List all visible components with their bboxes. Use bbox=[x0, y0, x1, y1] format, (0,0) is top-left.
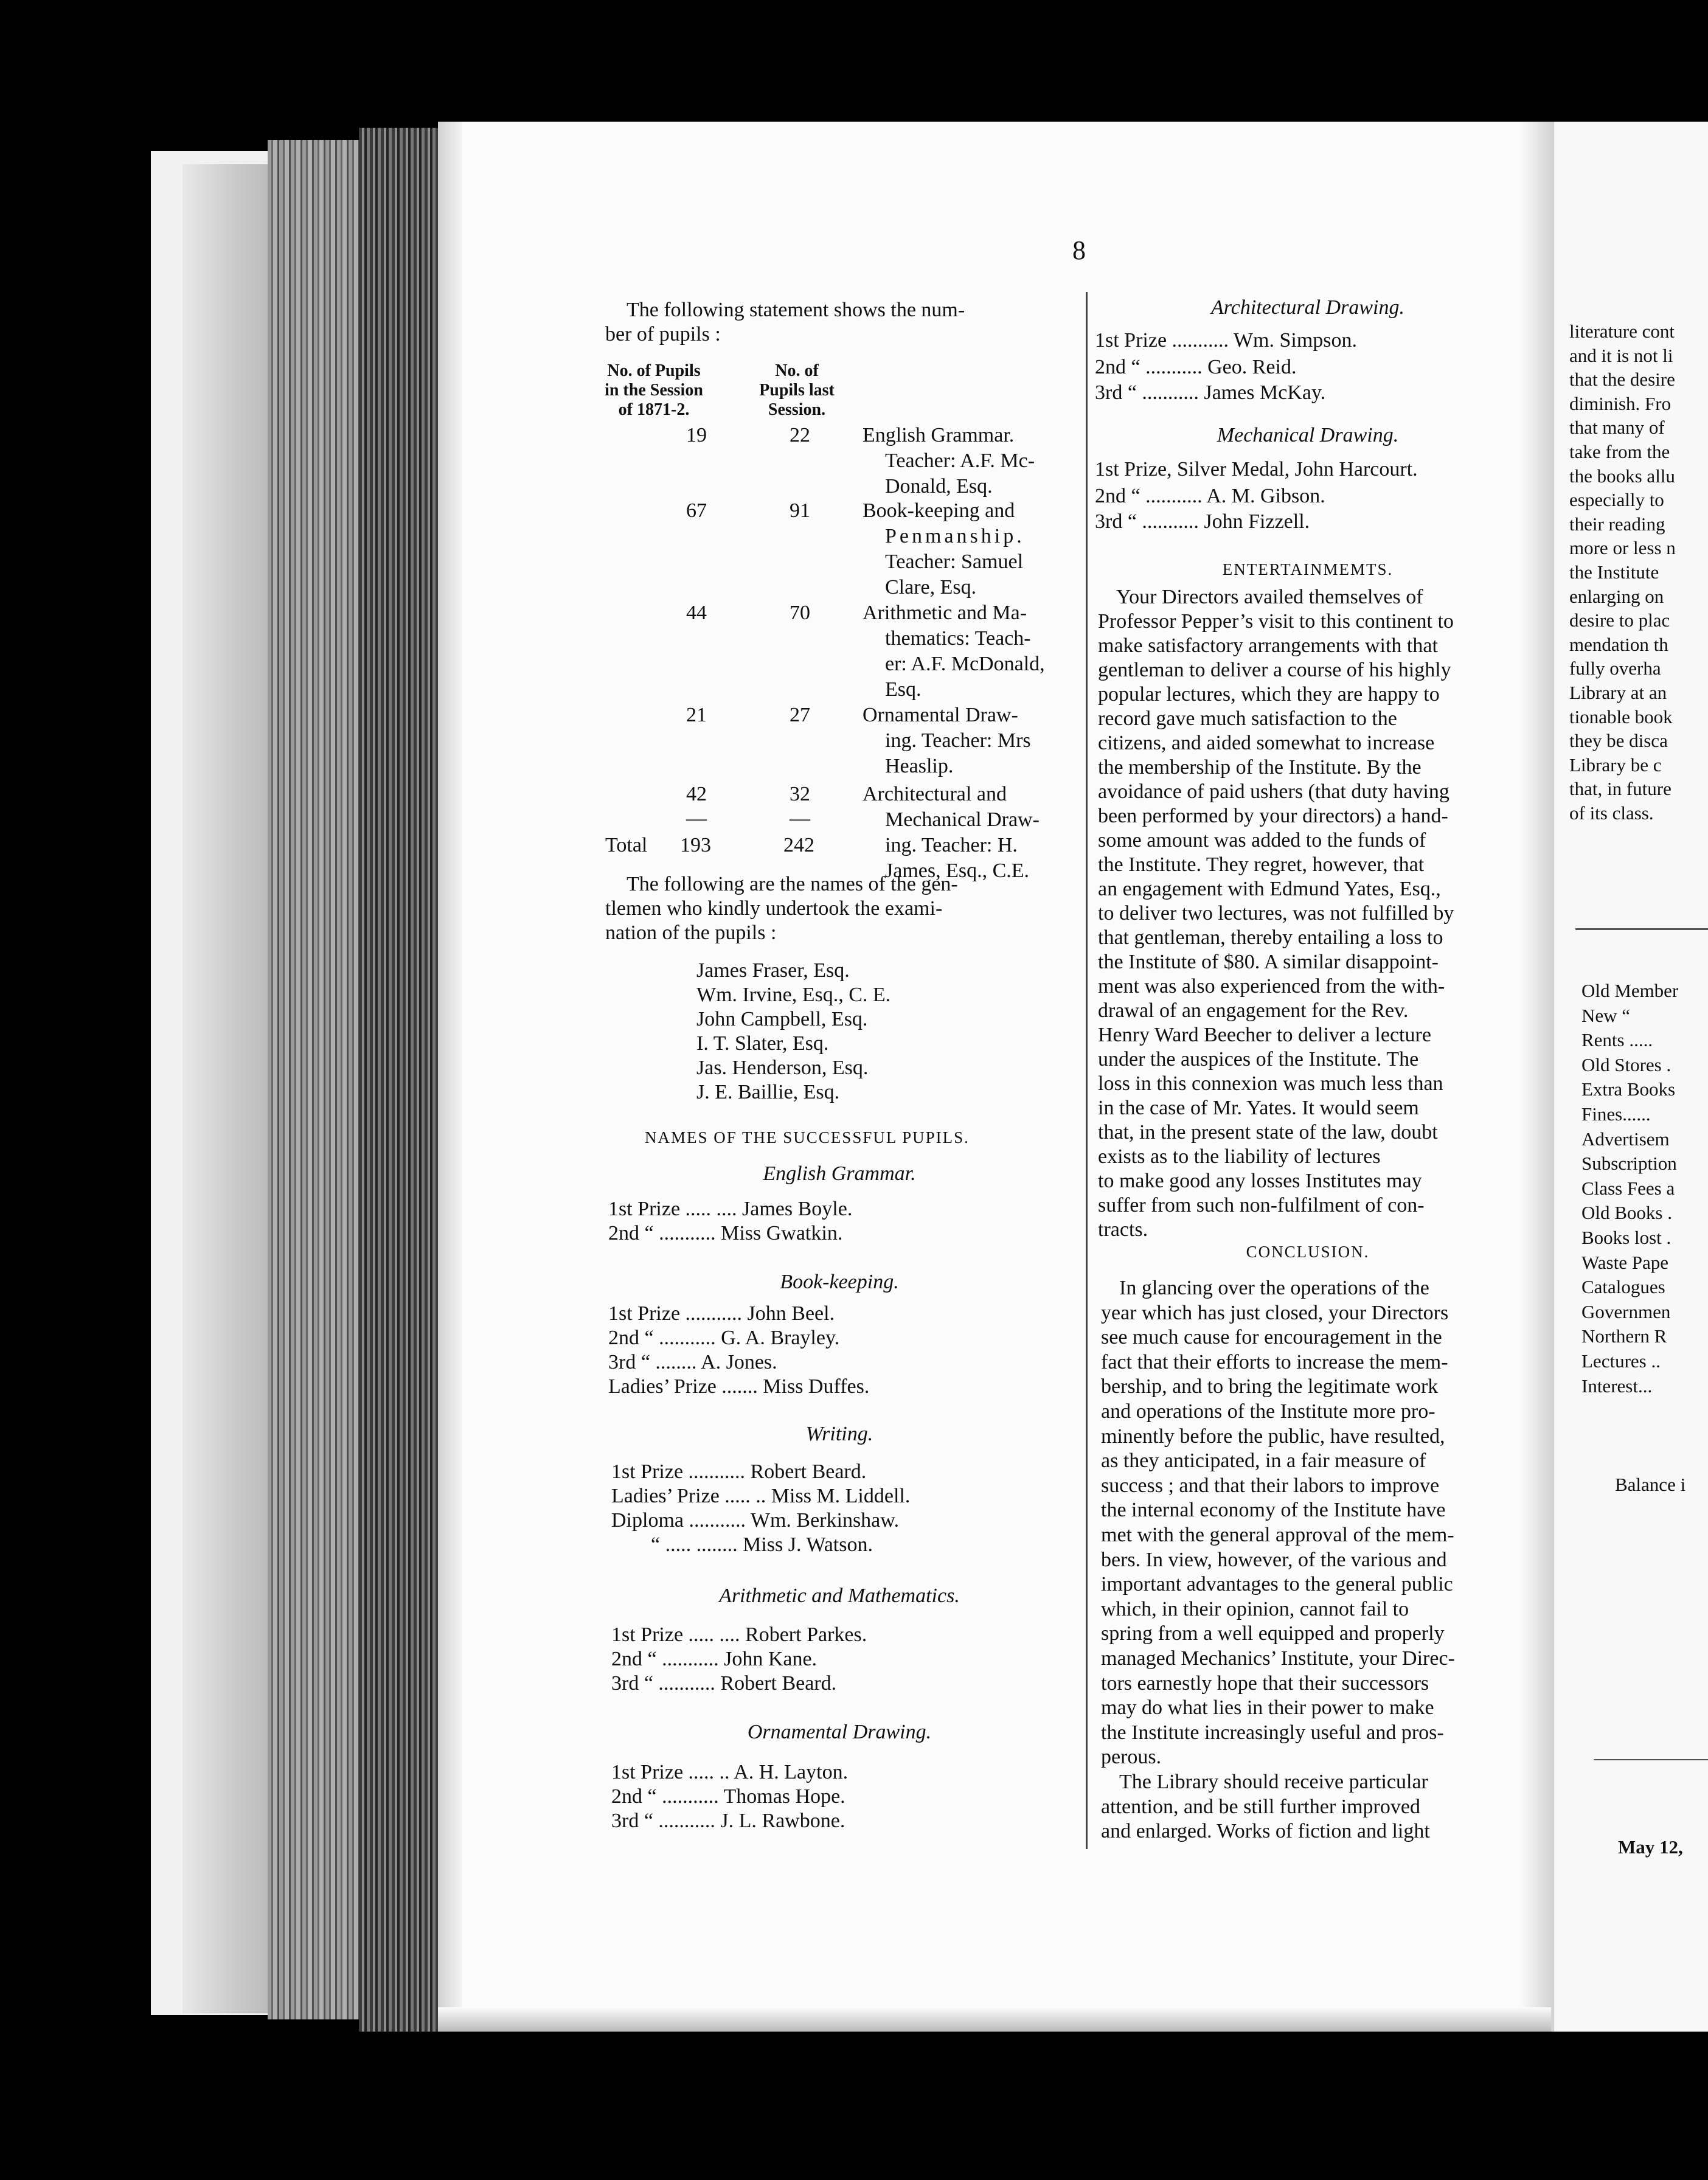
book-page-stack bbox=[268, 140, 359, 2019]
examiner-name: J. E. Baillie, Esq. bbox=[696, 1081, 840, 1103]
prize-row: 1st Prize ..... .... James Boyle. bbox=[608, 1198, 853, 1220]
prize-row: 2nd “ ........... Thomas Hope. bbox=[611, 1785, 845, 1808]
prize-row: 1st Prize, Silver Medal, John Harcourt. bbox=[1095, 458, 1418, 481]
text-line: some amount was added to the funds of bbox=[1098, 829, 1426, 852]
book-spine bbox=[359, 128, 438, 2032]
text-line: Northern R bbox=[1581, 1325, 1667, 1347]
text-line: Subscription bbox=[1581, 1153, 1677, 1175]
text-line: an engagement with Edmund Yates, Esq., bbox=[1098, 878, 1441, 900]
text-line: see much cause for encouragement in the bbox=[1101, 1326, 1442, 1349]
text-line: important advantages to the general public bbox=[1101, 1573, 1453, 1596]
header-col2-line3: Session. bbox=[768, 400, 826, 419]
text-line: record gave much satisfaction to the bbox=[1098, 707, 1397, 730]
section-heading-successful: NAMES OF THE SUCCESSFUL PUPILS. bbox=[645, 1128, 970, 1147]
text-line: Extra Books bbox=[1581, 1078, 1676, 1100]
examiners-intro-line: nation of the pupils : bbox=[605, 922, 777, 944]
section-title: Writing. bbox=[805, 1423, 873, 1445]
text-line: their reading bbox=[1569, 513, 1665, 535]
text-line: take from the bbox=[1569, 441, 1670, 462]
prize-row: 3rd “ ........... J. L. Rawbone. bbox=[611, 1810, 845, 1832]
text-line: suffer from such non-fulfilment of con- bbox=[1098, 1194, 1425, 1217]
row-subject: Architectural and bbox=[863, 783, 1007, 805]
text-line: Fines...... bbox=[1581, 1103, 1651, 1125]
date-label: May 12, bbox=[1618, 1836, 1683, 1858]
intro-line-1: The following statement shows the num- bbox=[627, 299, 965, 321]
text-line: Your Directors availed themselves of bbox=[1116, 586, 1423, 608]
text-line: success ; and that their labors to improve bbox=[1101, 1474, 1440, 1497]
row-subject: Mechanical Draw- bbox=[885, 808, 1040, 831]
header-col1-line3: of 1871-2. bbox=[618, 400, 690, 419]
text-line: Class Fees a bbox=[1581, 1177, 1675, 1199]
prize-row: 1st Prize ........... John Beel. bbox=[608, 1302, 835, 1325]
prize-row: 1st Prize ........... Robert Beard. bbox=[611, 1460, 867, 1483]
text-line: tors earnestly hope that their successors bbox=[1101, 1671, 1429, 1695]
row-subject: Heaslip. bbox=[885, 755, 954, 777]
text-line: of its class. bbox=[1569, 802, 1654, 824]
text-line: loss in this connexion was much less than bbox=[1098, 1072, 1443, 1095]
text-line: that the desire bbox=[1569, 369, 1675, 391]
text-line: Lectures .. bbox=[1581, 1350, 1661, 1372]
row-subject: James, Esq., C.E. bbox=[885, 859, 1030, 882]
row-subject: Ornamental Draw- bbox=[863, 704, 1018, 726]
row-subject: er: A.F. McDonald, bbox=[885, 653, 1045, 675]
text-line: the Institute bbox=[1569, 561, 1659, 583]
text-line: perous. bbox=[1101, 1746, 1162, 1769]
text-line: to make good any losses Institutes may bbox=[1098, 1170, 1422, 1192]
book-edge-grey bbox=[182, 164, 274, 2013]
text-line: may do what lies in their power to make bbox=[1101, 1696, 1434, 1720]
section-title: Architectural Drawing. bbox=[1211, 296, 1404, 319]
prize-row: Ladies’ Prize ..... .. Miss M. Liddell. bbox=[611, 1485, 911, 1507]
prize-row: 1st Prize ........... Wm. Simpson. bbox=[1095, 329, 1357, 352]
text-line: Catalogues bbox=[1581, 1276, 1665, 1298]
text-line: been performed by your directors) a hand- bbox=[1098, 805, 1448, 827]
text-line: Library be c bbox=[1569, 754, 1662, 776]
text-line: Old Member bbox=[1581, 980, 1679, 1001]
text-line: year which has just closed, your Directors bbox=[1101, 1301, 1449, 1324]
text-line: fully overha bbox=[1569, 658, 1661, 679]
row-subject: English Grammar. bbox=[863, 424, 1015, 446]
text-line: met with the general approval of the mem- bbox=[1101, 1524, 1454, 1546]
text-line: Waste Pape bbox=[1581, 1251, 1668, 1273]
text-line: and it is not li bbox=[1569, 344, 1673, 366]
text-line: enlarging on bbox=[1569, 585, 1664, 607]
row-subject: Teacher: A.F. Mc- bbox=[885, 450, 1035, 472]
text-line: desire to plac bbox=[1569, 609, 1670, 631]
text-line: drawal of an engagement for the Rev. bbox=[1098, 999, 1409, 1022]
text-line: the Institute of $80. A similar disappoint- bbox=[1098, 951, 1439, 973]
text-line: mendation th bbox=[1569, 633, 1668, 655]
text-line: more or less n bbox=[1569, 537, 1676, 559]
row-subject: Donald, Esq. bbox=[885, 475, 993, 498]
text-line: in the case of Mr. Yates. It would seem bbox=[1098, 1097, 1419, 1119]
prize-row: 2nd “ ........... John Kane. bbox=[611, 1648, 818, 1670]
examiner-name: Jas. Henderson, Esq. bbox=[696, 1057, 869, 1079]
examiners-intro-line: tlemen who kindly undertook the exami- bbox=[605, 897, 943, 920]
text-line: and enlarged. Works of fiction and light bbox=[1101, 1820, 1430, 1843]
table-header-col1 bbox=[602, 361, 706, 420]
text-line: to deliver two lectures, was not fulfilled by bbox=[1098, 902, 1454, 925]
text-line: and operations of the Institute more pro- bbox=[1101, 1400, 1435, 1423]
prize-row: 2nd “ ........... Miss Gwatkin. bbox=[608, 1222, 843, 1244]
text-line: Henry Ward Beecher to deliver a lecture bbox=[1098, 1024, 1431, 1046]
total-label: Total bbox=[605, 834, 648, 856]
text-line: that, in the present state of the law, doubt bbox=[1098, 1121, 1438, 1144]
text-line: Advertisem bbox=[1581, 1128, 1670, 1150]
text-line: citizens, and aided somewhat to increase bbox=[1098, 732, 1435, 754]
text-line: the membership of the Institute. By the bbox=[1098, 756, 1422, 779]
section-title: Mechanical Drawing. bbox=[1217, 424, 1399, 446]
prize-row: 2nd “ ........... Geo. Reid. bbox=[1095, 356, 1297, 378]
text-line: make satisfactory arrangements with that bbox=[1098, 634, 1438, 657]
text-line: Old Books . bbox=[1581, 1202, 1672, 1224]
text-line: gentleman to deliver a course of his highly bbox=[1098, 659, 1451, 681]
text-line: the Institute. They regret, however, that bbox=[1098, 853, 1425, 876]
text-line: Professor Pepper’s visit to this continent to bbox=[1098, 610, 1454, 633]
text-line: that, in future bbox=[1569, 778, 1672, 800]
examiners-intro-line: The following are the names of the gen- bbox=[627, 873, 958, 895]
page-number: 8 bbox=[1072, 235, 1086, 265]
text-line: as they anticipated, in a fair measure of bbox=[1101, 1449, 1426, 1473]
sum-rule-current: — bbox=[686, 807, 707, 830]
row-subject: Clare, Esq. bbox=[885, 576, 977, 599]
prize-row: Ladies’ Prize ....... Miss Duffes. bbox=[608, 1375, 870, 1398]
row-count-last: 22 bbox=[790, 424, 810, 446]
text-line: the books allu bbox=[1569, 465, 1675, 487]
header-col2-line1: No. of bbox=[775, 361, 819, 380]
page-bottom-shadow bbox=[438, 2007, 1551, 2032]
row-count-current: 21 bbox=[686, 704, 707, 726]
prize-row: Diploma ........... Wm. Berkinshaw. bbox=[611, 1509, 900, 1532]
prize-row: 1st Prize ..... .. A. H. Layton. bbox=[611, 1761, 849, 1783]
total-last: 242 bbox=[783, 834, 814, 856]
text-line: bers. In view, however, of the various and bbox=[1101, 1548, 1447, 1571]
text-line: diminish. Fro bbox=[1569, 392, 1672, 414]
text-line: popular lectures, which they are happy to bbox=[1098, 683, 1440, 706]
prize-row: “ ..... ........ Miss J. Watson. bbox=[651, 1533, 873, 1556]
header-col2-line2: Pupils last bbox=[759, 381, 835, 400]
examiner-name: Wm. Irvine, Esq., C. E. bbox=[696, 984, 891, 1006]
section-heading-entertainments: ENTERTAINMEMTS. bbox=[1222, 560, 1394, 578]
row-count-current: 42 bbox=[686, 783, 707, 805]
prize-row: 3rd “ ........... Robert Beard. bbox=[611, 1672, 837, 1695]
section-heading-conclusion: CONCLUSION. bbox=[1246, 1243, 1370, 1261]
text-line: New “ bbox=[1581, 1004, 1631, 1026]
row-count-current: 19 bbox=[686, 424, 707, 446]
text-line: ment was also experienced from the with- bbox=[1098, 975, 1445, 998]
sum-rule-last: — bbox=[790, 807, 810, 830]
text-line: the internal economy of the Institute have bbox=[1101, 1499, 1446, 1522]
text-line: managed Mechanics’ Institute, your Direc- bbox=[1101, 1647, 1455, 1670]
text-line: the Institute increasingly useful and pros- bbox=[1101, 1721, 1444, 1744]
header-col1-line2: in the Session bbox=[605, 381, 703, 400]
row-subject: Penmanship. bbox=[885, 525, 1025, 547]
row-subject: ing. Teacher: Mrs bbox=[885, 729, 1031, 752]
row-count-last: 70 bbox=[790, 602, 810, 624]
text-line: tionable book bbox=[1569, 706, 1673, 727]
text-line: avoidance of paid ushers (that duty having bbox=[1098, 780, 1449, 803]
text-line: Interest... bbox=[1581, 1375, 1653, 1397]
text-line: literature cont bbox=[1569, 321, 1675, 342]
text-line: under the auspices of the Institute. The bbox=[1098, 1048, 1419, 1071]
table-header-col2 bbox=[751, 361, 842, 420]
row-subject: Teacher: Samuel bbox=[885, 550, 1024, 573]
prize-row: 1st Prize ..... .... Robert Parkes. bbox=[611, 1623, 867, 1646]
text-line: which, in their opinion, cannot fail to bbox=[1101, 1597, 1409, 1620]
row-count-current: 44 bbox=[686, 602, 707, 624]
divider bbox=[1594, 1759, 1708, 1760]
text-line: tracts. bbox=[1098, 1218, 1148, 1241]
divider bbox=[1575, 928, 1708, 930]
row-subject: ing. Teacher: H. bbox=[885, 834, 1018, 856]
text-line: that gentleman, thereby entailing a loss to bbox=[1098, 926, 1443, 949]
header-col1-line1: No. of Pupils bbox=[607, 361, 701, 380]
row-subject: Esq. bbox=[885, 678, 922, 701]
prize-row: 2nd “ ........... A. M. Gibson. bbox=[1095, 485, 1325, 507]
text-line: minently before the public, have resulted, bbox=[1101, 1425, 1445, 1448]
total-current: 193 bbox=[680, 834, 711, 856]
text-line: that many of bbox=[1569, 417, 1665, 439]
text-line: Books lost . bbox=[1581, 1227, 1672, 1248]
text-line: fact that their efforts to increase the mem- bbox=[1101, 1350, 1448, 1373]
text-line: Old Stores . bbox=[1581, 1054, 1672, 1075]
balance-label: Balance i bbox=[1615, 1474, 1686, 1495]
section-title: Ornamental Drawing. bbox=[747, 1721, 932, 1743]
row-count-last: 91 bbox=[790, 499, 810, 522]
row-count-current: 67 bbox=[686, 499, 707, 522]
text-line: In glancing over the operations of the bbox=[1119, 1277, 1429, 1299]
text-line: Library at an bbox=[1569, 682, 1667, 703]
section-title: Arithmetic and Mathematics. bbox=[719, 1585, 960, 1607]
section-title: English Grammar. bbox=[763, 1162, 916, 1185]
row-count-last: 27 bbox=[790, 704, 810, 726]
examiner-name: James Fraser, Esq. bbox=[696, 959, 850, 982]
text-line: Rents ..... bbox=[1581, 1029, 1653, 1051]
text-line: The Library should receive particular bbox=[1119, 1771, 1428, 1793]
prize-row: 3rd “ ........... John Fizzell. bbox=[1095, 510, 1310, 533]
examiner-name: I. T. Slater, Esq. bbox=[696, 1032, 829, 1055]
text-line: spring from a well equipped and properly bbox=[1101, 1622, 1445, 1645]
examiner-name: John Campbell, Esq. bbox=[696, 1008, 868, 1030]
text-line: attention, and be still further improved bbox=[1101, 1795, 1420, 1818]
row-subject: Arithmetic and Ma- bbox=[863, 602, 1027, 624]
prize-row: 3rd “ ........... James McKay. bbox=[1095, 381, 1326, 404]
column-rule bbox=[1086, 292, 1088, 1849]
prize-row: 2nd “ ........... G. A. Brayley. bbox=[608, 1327, 840, 1349]
row-subject: thematics: Teach- bbox=[885, 627, 1031, 650]
intro-line-2: ber of pupils : bbox=[605, 323, 721, 345]
text-line: especially to bbox=[1569, 489, 1664, 511]
page-shadow bbox=[438, 122, 462, 2032]
row-count-last: 32 bbox=[790, 783, 810, 805]
text-line: Governmen bbox=[1581, 1300, 1671, 1322]
text-line: bership, and to bring the legitimate work bbox=[1101, 1375, 1439, 1398]
row-subject: Book-keeping and bbox=[863, 499, 1015, 522]
text-line: exists as to the liability of lectures bbox=[1098, 1145, 1381, 1168]
prize-row: 3rd “ ........ A. Jones. bbox=[608, 1351, 777, 1373]
section-title: Book-keeping. bbox=[780, 1271, 899, 1293]
text-line: they be disca bbox=[1569, 730, 1668, 752]
